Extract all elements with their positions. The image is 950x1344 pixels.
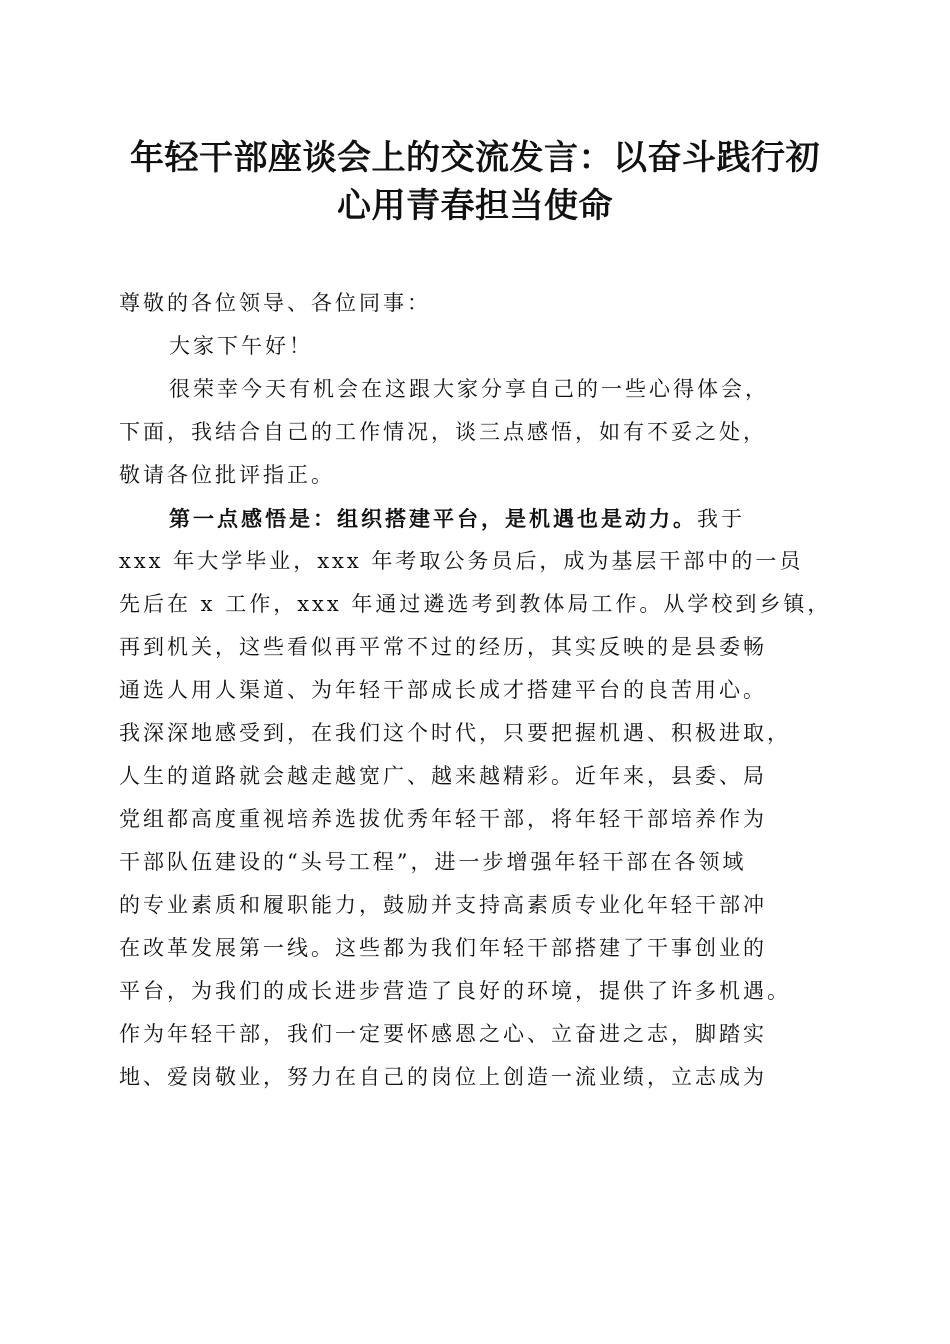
point1-line: 我深深地感受到，在我们这个时代，只要把握机遇、积极进取， [119, 721, 791, 745]
point1-line: xxx 年大学毕业，xxx 年考取公务员后，成为基层干部中的一员 [119, 549, 804, 573]
intro-line: 敬请各位批评指正。 [119, 463, 335, 487]
document-body [119, 282, 839, 1099]
point1-line: 通选人用人渠道、为年轻干部成长成才搭建平台的良苦用心。 [119, 678, 767, 702]
point1-line: 先后在 x 工作，xxx 年通过遴选考到教体局工作。从学校到乡镇， [119, 592, 832, 616]
point1-heading: 第一点感悟是：组织搭建平台，是机遇也是动力。 [169, 506, 697, 531]
title-line-1: 年轻干部座谈会上的交流发言：以奋斗践行初 [130, 138, 820, 178]
point1-line: 的专业素质和履职能力，鼓励并支持高素质专业化年轻干部冲 [119, 893, 767, 917]
point1-line: 再到机关，这些看似再平常不过的经历，其实反映的是县委畅 [119, 635, 767, 659]
point1-line: 地、爱岗敬业，努力在自己的岗位上创造一流业绩，立志成为 [119, 1065, 767, 1089]
intro-line: 很荣幸今天有机会在这跟大家分享自己的一些心得体会， [169, 377, 769, 401]
point1-line: 作为年轻干部，我们一定要怀感恩之心、立奋进之志，脚踏实 [119, 1022, 767, 1046]
point1-line: 在改革发展第一线。这些都为我们年轻干部搭建了干事创业的 [119, 936, 767, 960]
point1-line: 平台，为我们的成长进步营造了良好的环境，提供了许多机遇。 [119, 979, 791, 1003]
salutation: 尊敬的各位领导、各位同事： [119, 291, 431, 315]
title-line-2: 心用青春担当使命 [337, 186, 613, 226]
document-title [110, 134, 840, 230]
point1-first-line-rest: 我于 [697, 507, 745, 531]
point1-line: 人生的道路就会越走越宽广、越来越精彩。近年来，县委、局 [119, 764, 767, 788]
point1-first-line [119, 497, 839, 540]
intro-line: 下面，我结合自己的工作情况，谈三点感悟，如有不妥之处， [119, 420, 767, 444]
greeting: 大家下午好！ [169, 334, 313, 358]
point1-line: 干部队伍建设的“头号工程”，进一步增强年轻干部在各领域 [119, 850, 747, 874]
point1-line: 党组都高度重视培养选拔优秀年轻干部，将年轻干部培养作为 [119, 807, 767, 831]
